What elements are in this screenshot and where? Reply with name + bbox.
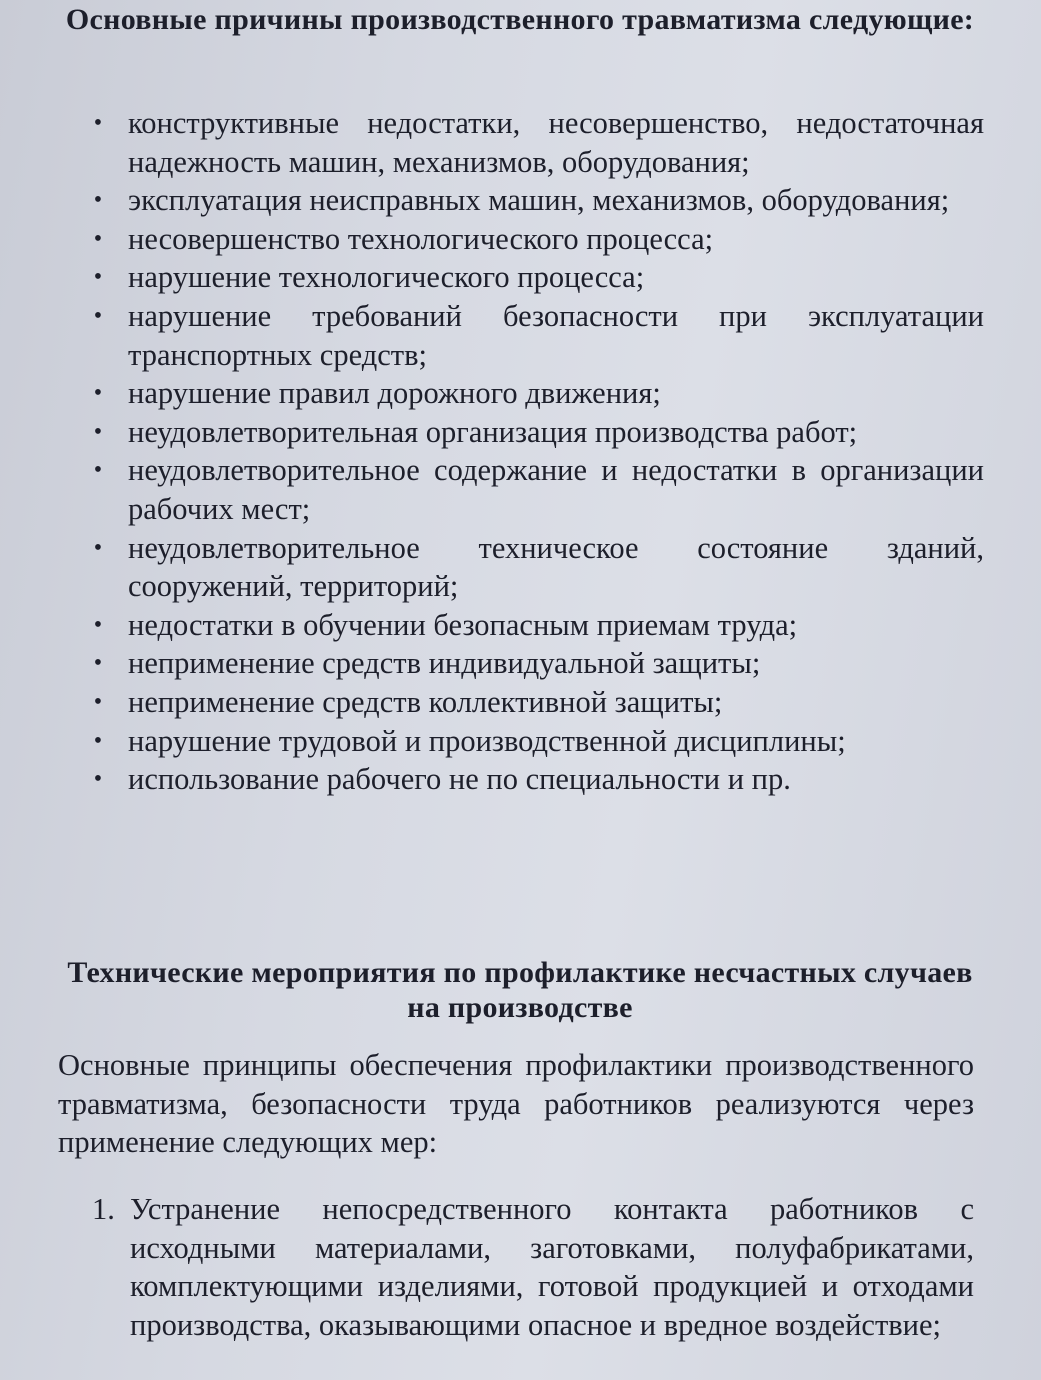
bullet-icon: • xyxy=(93,302,103,329)
list-item xyxy=(88,258,984,297)
list-item-text: несовершенство технологического процесса; xyxy=(128,221,714,256)
bullet-icon: • xyxy=(93,534,103,561)
list-item-text: использование рабочего не по специальности и пр. xyxy=(128,762,791,797)
bullet-icon: • xyxy=(93,766,103,793)
list-item-text: нарушение трудовой и производственной дисциплины; xyxy=(128,723,846,758)
bullet-icon: • xyxy=(93,727,103,754)
list-item xyxy=(88,644,984,683)
list-item xyxy=(88,220,984,259)
bullet-icon: • xyxy=(93,611,103,638)
list-item xyxy=(88,606,984,645)
section-heading-measures: Технические мероприятия по профилактике несчастных случаев на производстве xyxy=(67,956,973,1024)
bullet-icon: • xyxy=(93,110,103,136)
list-item-text: эксплуатация неисправных машин, механизмов, оборудования; xyxy=(128,183,950,218)
measures-list xyxy=(92,1190,974,1344)
bullet-icon: • xyxy=(93,457,103,484)
list-item-text: неудовлетворительное содержание и недостатки в организации рабочих мест; xyxy=(128,453,984,526)
section-heading-causes: Основные причины производственного травматизма следующие: xyxy=(65,3,975,36)
bullet-icon: • xyxy=(93,264,103,291)
bullet-icon: • xyxy=(93,418,103,445)
list-item-text: неприменение средств коллективной защиты; xyxy=(128,684,723,719)
list-item xyxy=(88,451,984,528)
list-item xyxy=(88,374,984,413)
causes-list xyxy=(88,104,984,799)
list-item-text: неприменение средств индивидуальной защиты; xyxy=(128,646,761,681)
list-item xyxy=(88,760,984,799)
bullet-icon: • xyxy=(93,650,103,677)
bullet-icon: • xyxy=(93,380,103,407)
list-item-text: Устранение непосредственного контакта работников с исходными материалами, заготовками, полуфабрикатами, комплектующими изделиями, готовой продукцией и отходами производства, оказывающими опасное и вредное воздействие; xyxy=(130,1192,974,1342)
list-item xyxy=(88,683,984,722)
bullet-icon: • xyxy=(93,225,103,252)
bullet-icon: • xyxy=(93,187,103,214)
list-item-text: нарушение требований безопасности при эксплуатации транспортных средств; xyxy=(128,298,984,372)
list-item-text: нарушение технологического процесса; xyxy=(128,260,645,295)
list-item-text: недостатки в обучении безопасным приемам труда; xyxy=(128,607,798,642)
list-item xyxy=(88,722,984,761)
list-item xyxy=(88,104,984,181)
list-item-text: конструктивные недостатки, несовершенство, недостаточная надежность машин, механизмов, оборудования; xyxy=(128,106,984,179)
list-item-text: неудовлетворительная организация производства работ; xyxy=(128,414,858,449)
numbered-list-item xyxy=(92,1190,974,1344)
list-item-text: нарушение правил дорожного движения; xyxy=(128,376,661,411)
bullet-icon: • xyxy=(93,688,103,715)
list-item xyxy=(88,181,984,220)
list-item xyxy=(88,413,984,452)
list-item xyxy=(88,297,984,374)
intro-paragraph: Основные принципы обеспечения профилактики производственного травматизма, безопасности труда работников реализуются через применение следующих мер: xyxy=(58,1048,974,1160)
list-item xyxy=(88,529,984,606)
list-item-text: неудовлетворительное техническое состояние зданий, сооружений, территорий; xyxy=(128,530,984,604)
list-number: 1. xyxy=(92,1192,115,1226)
